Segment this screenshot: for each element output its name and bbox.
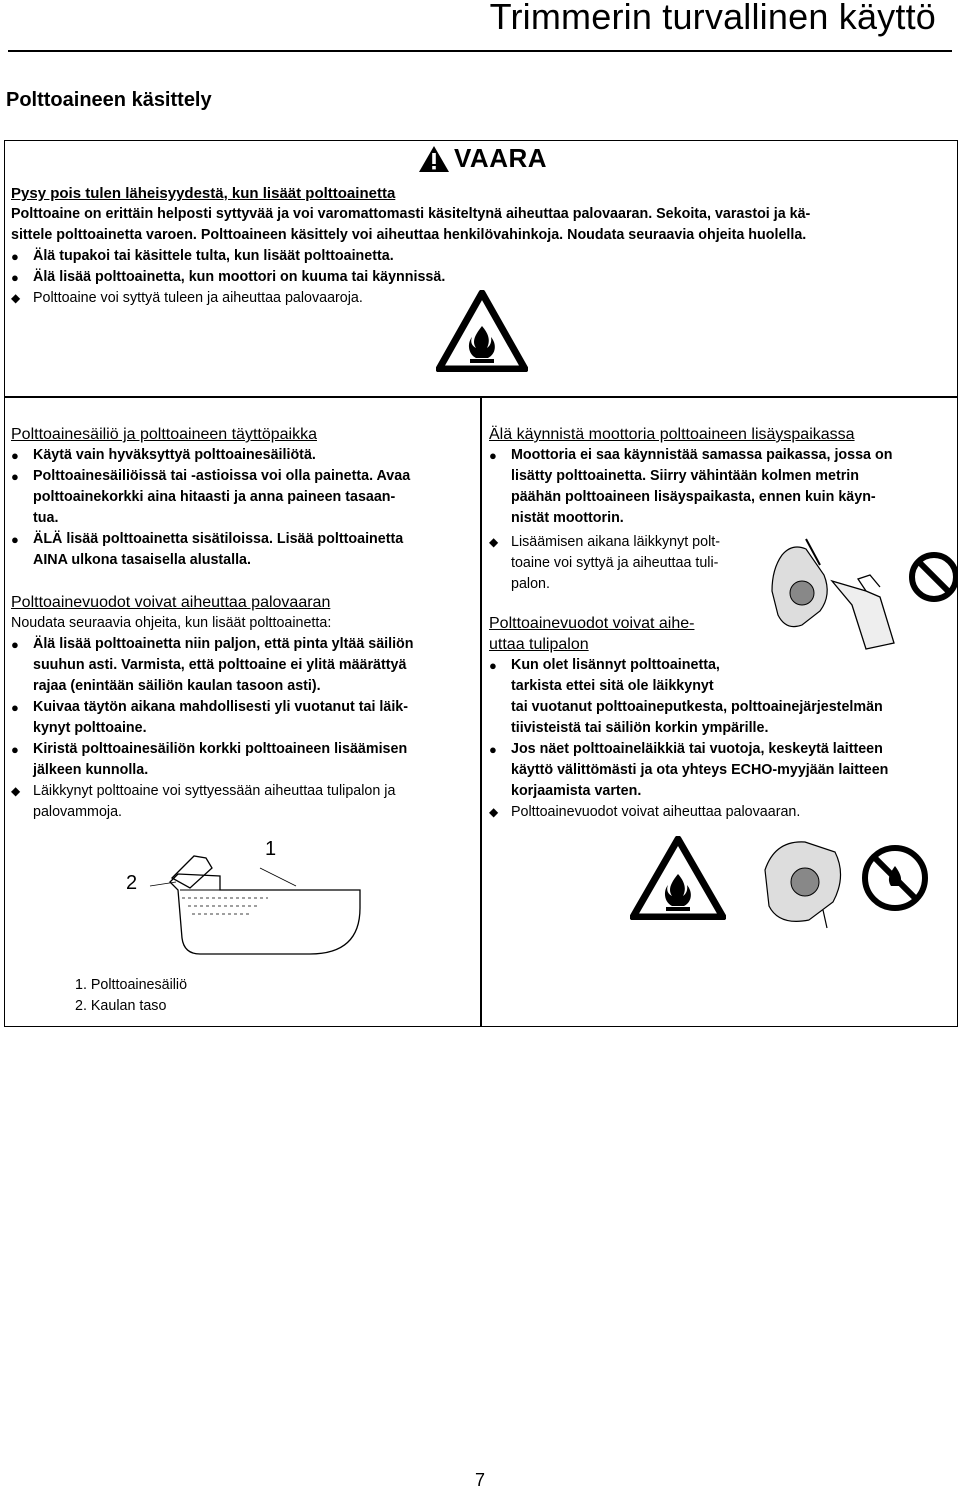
list-item-text: ÄLÄ lisää polttoainetta sisätiloissa. Lisää polttoainetta	[33, 531, 404, 547]
figure-number-2: 2	[126, 872, 138, 894]
bullet-circle-icon: ●	[11, 637, 19, 652]
list-item	[11, 529, 477, 571]
warning-bullet	[11, 246, 956, 267]
warning-label	[418, 143, 547, 174]
list-note-text: Lisäämisen aikana läikkynyt polt-	[511, 534, 720, 550]
list-item-text: Moottoria ei saa käynnistää samassa paikassa, jossa on	[511, 447, 893, 463]
list-item-text: suuhun asti. Varmista, että polttoaine ei ylitä määrättyä	[33, 657, 407, 673]
list-item-text: korjaamista varten.	[511, 783, 642, 799]
fire-hazard-icon	[630, 836, 726, 920]
list-item	[11, 634, 477, 697]
list-item	[11, 445, 477, 466]
list-item-text: päähän polttoaineen lisäyspaikasta, ennen kuin käyn-	[511, 489, 876, 505]
right-heading-1: Älä käynnistä moottoria polttoaineen lisäyspaikassa	[489, 426, 855, 443]
list-note-text: toaine voi syttyä ja aiheuttaa tuli-	[511, 555, 719, 571]
trimmer-no-fire-illustration	[755, 830, 940, 935]
figure-legend	[75, 975, 187, 1017]
list-item-text: Jos näet polttoaineläikkiä tai vuotoja, keskeytä laitteen	[511, 741, 883, 757]
legend-item: 1. Polttoainesäiliö	[75, 977, 188, 993]
list-item-text: kynyt polttoaine.	[33, 720, 147, 736]
list-item-text: Kiristä polttoainesäiliön korkki polttoaineen lisäämisen	[33, 741, 408, 757]
list-item-text: lisätty polttoainetta. Siirry vähintään kolmen metrin	[511, 468, 859, 484]
list-note	[11, 781, 477, 823]
bullet-circle-icon: ●	[489, 658, 497, 673]
list-item-text: tarkista ettei sitä ole läikkynyt	[511, 678, 714, 694]
list-note-text: palovammoja.	[33, 804, 122, 820]
right-heading-2-line: uttaa tulipalon	[489, 636, 589, 653]
bullet-diamond-icon: ◆	[11, 291, 21, 305]
list-item-text: Kuivaa täytön aikana mahdollisesti yli vuotanut tai läik-	[33, 699, 409, 715]
header-rule	[8, 50, 952, 52]
bullet-circle-icon: ●	[11, 270, 19, 285]
figure-number-1: 1	[265, 838, 277, 860]
list-item-text: nistät moottorin.	[511, 510, 624, 526]
refuel-no-start-illustration	[762, 535, 958, 653]
list-note	[489, 802, 955, 823]
warning-label-text: VAARA	[454, 143, 548, 173]
left-intro: Noudata seuraavia ohjeita, kun lisäät polttoainetta:	[11, 615, 332, 631]
list-item	[11, 739, 477, 781]
warning-intro-line-1: Polttoaine on erittäin helposti syttyvää ja voi varomattomasti käsiteltynä aiheuttaa palovaaran. Sekoita, varastoi ja kä-	[11, 206, 811, 222]
bullet-diamond-icon: ◆	[489, 805, 499, 819]
bullet-circle-icon: ●	[11, 700, 19, 715]
warning-note-text: Polttoaine voi syttyä tuleen ja aiheuttaa palovaaroja.	[33, 290, 363, 306]
list-item-text: polttoainekorkki aina hitaasti ja anna paineen tasaan-	[33, 489, 396, 505]
list-item-text: tiivisteistä tai säiliön korkin ympärille.	[511, 720, 769, 736]
section-title: Polttoaineen käsittely	[6, 89, 212, 111]
list-item-text: Kun olet lisännyt polttoainetta,	[511, 657, 720, 673]
warning-intro-line-2: sittele polttoainetta varoen. Polttoaineen käsittely voi aiheuttaa henkilövahinkoja. Noudata seuraavia ohjeita huolella.	[11, 227, 807, 243]
list-note-text: Läikkynyt polttoaine voi syttyessään aiheuttaa tulipalon ja	[33, 783, 396, 799]
warning-heading: Pysy pois tulen läheisyydestä, kun lisäät polttoainetta	[11, 185, 396, 202]
bullet-circle-icon: ●	[11, 448, 19, 463]
list-note-text: palon.	[511, 576, 550, 592]
warning-triangle-icon	[418, 145, 450, 173]
bullet-circle-icon: ●	[11, 532, 19, 547]
warning-bullet-text: Älä tupakoi tai käsittele tulta, kun lisäät polttoainetta.	[33, 248, 394, 264]
bullet-diamond-icon: ◆	[489, 535, 499, 549]
list-item-text: rajaa (enintään säiliön kaulan tasoon asti).	[33, 678, 321, 694]
right-heading-2-line: Polttoainevuodot voivat aihe-	[489, 615, 695, 632]
bullet-circle-icon: ●	[489, 742, 497, 757]
legend-item: 2. Kaulan taso	[75, 998, 167, 1014]
bullet-circle-icon: ●	[11, 249, 19, 264]
page-header-title: Trimmerin turvallinen käyttö	[489, 0, 936, 37]
list-item-text: AINA ulkona tasaisella alustalla.	[33, 552, 251, 568]
list-item-text: jälkeen kunnolla.	[33, 762, 149, 778]
bullet-circle-icon: ●	[11, 742, 19, 757]
list-item-text: käyttö välittömästi ja ota yhteys ECHO-myyjään laitteen	[511, 762, 889, 778]
list-item-text: Käytä vain hyväksyttyä polttoainesäiliötä.	[33, 447, 316, 463]
list-note-text: Polttoainevuodot voivat aiheuttaa palovaaran.	[511, 804, 801, 820]
left-column-content	[11, 424, 477, 823]
page-number: 7	[474, 1470, 485, 1490]
list-item	[489, 655, 955, 739]
fire-hazard-icon	[436, 290, 528, 372]
list-item-text: Polttoainesäiliöissä tai -astioissa voi olla painetta. Avaa	[33, 468, 411, 484]
bullet-circle-icon: ●	[11, 469, 19, 484]
warning-bullet-text: Älä lisää polttoainetta, kun moottori on kuuma tai käynnissä.	[33, 269, 446, 285]
left-heading-1: Polttoainesäiliö ja polttoaineen täyttöpaikka	[11, 426, 317, 443]
list-item	[489, 739, 955, 802]
list-item	[11, 466, 477, 529]
list-item-text: Älä lisää polttoainetta niin paljon, että pinta yltää säiliön	[33, 636, 414, 652]
list-item	[489, 445, 955, 529]
bullet-circle-icon: ●	[489, 448, 497, 463]
warning-bullet	[11, 267, 956, 288]
list-item	[11, 697, 477, 739]
bullet-diamond-icon: ◆	[11, 784, 21, 798]
list-item-text: tua.	[33, 510, 59, 526]
fuel-tank-diagram	[110, 838, 370, 958]
list-item-text: tai vuotanut polttoaineputkesta, polttoainejärjestelmän	[511, 699, 883, 715]
left-heading-2: Polttoainevuodot voivat aiheuttaa palovaaran	[11, 594, 331, 611]
